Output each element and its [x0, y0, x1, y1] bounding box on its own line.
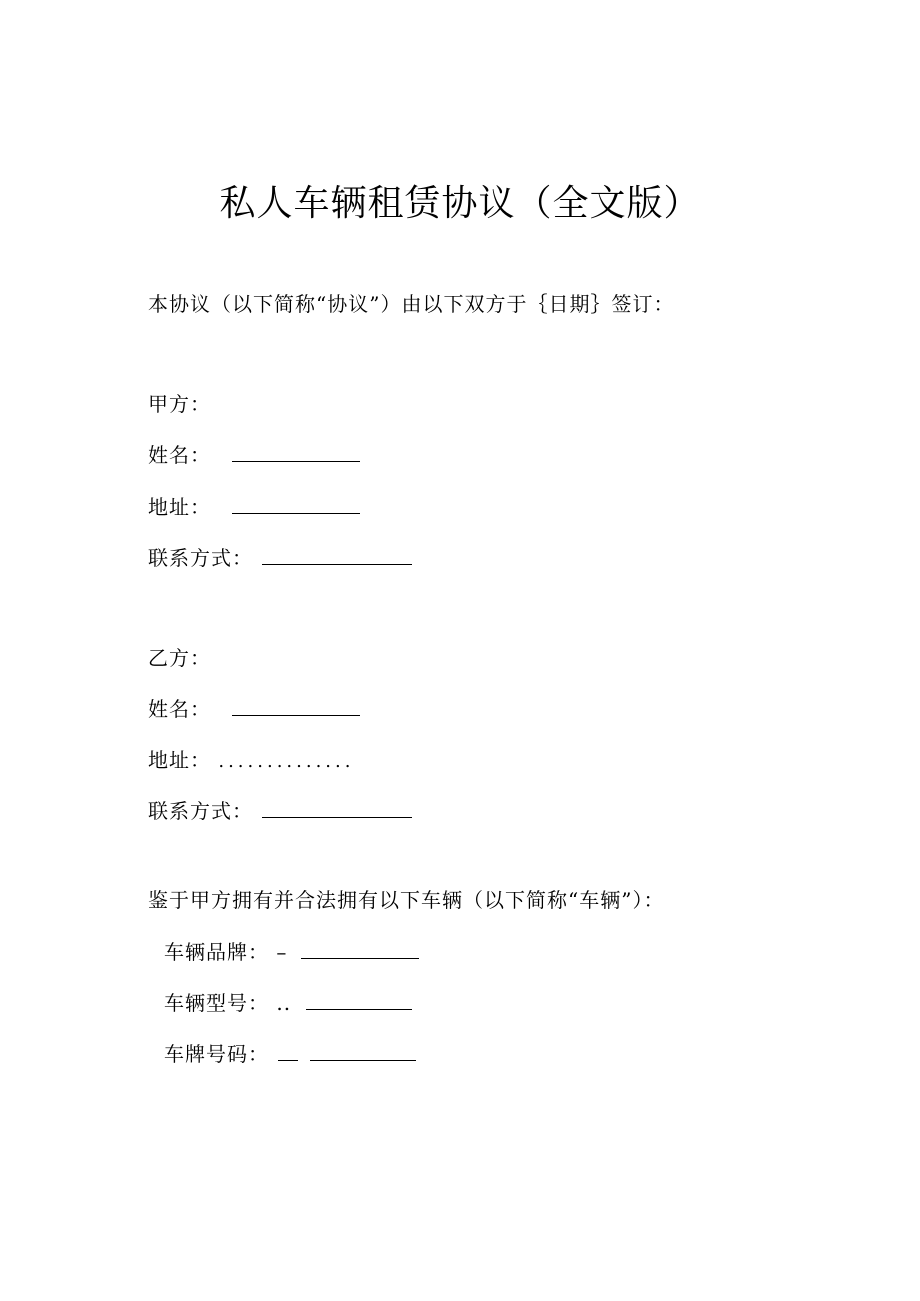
- party-b-contact-row: [148, 797, 412, 825]
- party-b-name-row: [148, 695, 360, 723]
- vehicle-plate-blank-short: [278, 1059, 298, 1061]
- vehicle-brand-blank: [301, 957, 419, 959]
- party-a-heading-text: 甲方：: [148, 392, 211, 416]
- party-a-address-row: [148, 493, 360, 521]
- party-a-name-blank: [232, 460, 360, 462]
- party-b-name-label: 姓名：: [148, 697, 211, 721]
- party-a-contact-blank: [262, 563, 412, 565]
- vehicle-brand-label: 车辆品牌：: [164, 940, 269, 964]
- vehicle-plate-label: 车牌号码：: [164, 1042, 269, 1066]
- party-a-contact-label: 联系方式：: [148, 546, 253, 570]
- vehicle-model-label: 车辆型号：: [164, 991, 269, 1015]
- vehicle-plate-row: [164, 1040, 416, 1068]
- party-b-heading-text: 乙方：: [148, 646, 211, 670]
- party-b-contact-blank: [262, 816, 412, 818]
- party-b-address-row: [148, 746, 354, 776]
- party-a-heading: [148, 390, 211, 418]
- vehicle-model-row: [164, 989, 412, 1017]
- party-b-name-blank: [232, 714, 360, 716]
- vehicle-brand-prefix: –: [276, 940, 288, 964]
- party-a-name-row: [148, 441, 360, 469]
- document-title: 私人车辆租赁协议（全文版）: [219, 183, 701, 224]
- vehicle-brand-row: [164, 938, 419, 966]
- party-b-address-dots: ..............: [218, 751, 355, 772]
- party-b-contact-label: 联系方式：: [148, 799, 253, 823]
- party-a-contact-row: [148, 544, 412, 572]
- vehicle-model-prefix: ..: [276, 991, 292, 1015]
- intro-paragraph: [148, 290, 674, 318]
- vehicle-intro-paragraph: [148, 886, 664, 914]
- vehicle-plate-blank: [310, 1059, 416, 1061]
- vehicle-intro-text: 鉴于甲方拥有并合法拥有以下车辆（以下简称“车辆”）：: [148, 888, 665, 912]
- party-b-address-label: 地址：: [148, 748, 211, 772]
- intro-text: 本协议（以下简称“协议”）由以下双方于｛日期｝签订：: [148, 292, 675, 316]
- party-a-address-blank: [232, 512, 360, 514]
- party-a-address-label: 地址：: [148, 495, 211, 519]
- party-b-heading: [148, 644, 211, 672]
- vehicle-model-blank: [306, 1008, 412, 1010]
- party-a-name-label: 姓名：: [148, 443, 211, 467]
